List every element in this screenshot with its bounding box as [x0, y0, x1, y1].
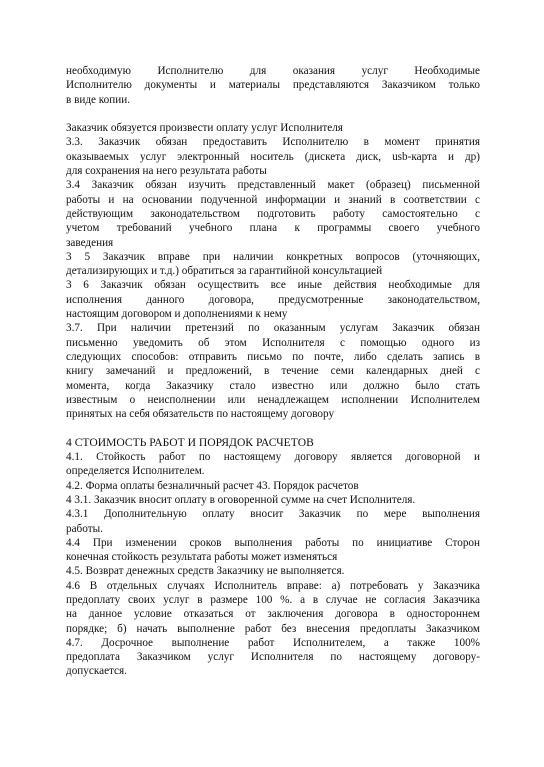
text-line: предоплату своих услуг в размере 100 %. а в случае не согласия Заказчика: [66, 593, 480, 606]
text-line: следующих способов: отправить письмо по почте, либо сделать запись в: [66, 350, 480, 363]
text-line: допускается.: [66, 665, 127, 678]
text-line: учетом требований учебного плана к программы своего учебного: [66, 222, 480, 235]
text-line: 4 3.1. Заказчик вносит оплату в оговоренной сумме на счет Исполнителя.: [66, 493, 416, 506]
text-line: 4.1. Стойкость работ по настоящему договору является договорной и: [66, 451, 480, 464]
text-line: настоящим договором и дополнениями к нему: [66, 308, 288, 321]
text-line: 4.2. Форма оплаты безналичный расчет 43. Порядок расчетов: [66, 479, 359, 492]
text-line: предоплата Заказчиком услуг Исполнителя по настоящему договору-: [66, 651, 480, 664]
text-line: 3.4 Заказчик обязан изучить представленный макет (образец) письменной: [66, 179, 480, 192]
text-line: работы и на основании подученной информации и знаний в соответствии с: [66, 193, 480, 206]
text-line: Заказчик обязуется произвести оплату услуг Исполнителя: [66, 122, 343, 135]
text-line: заведения: [66, 236, 114, 249]
text-line: исполнения данного договора, предусмотренные законодательством,: [66, 293, 480, 306]
text-line: конечная стойкость результата работы может изменяться: [66, 551, 338, 564]
text-line: Исполнителю документы и материалы представляются Заказчиком только: [66, 79, 480, 92]
text-line: книгу замечаний и предложений, в течение семи календарных дней с: [66, 365, 480, 378]
text-line: принятых на себя обязательств по настоящему договору: [66, 408, 335, 421]
text-line: детализирующих и т.д.) обратиться за гарантийной консультацией: [66, 265, 383, 278]
text-line: определяется Исполнителем.: [66, 465, 205, 478]
text-line: на данное условие отказаться от заключения договора в одностороннем: [66, 608, 480, 621]
text-line: необходимую Исполнителю для оказания услуг Необходимые: [66, 65, 480, 77]
paragraph-gap: [66, 421, 480, 435]
text-line: письменно уведомить об этом Исполнителя с помощью одного из: [66, 336, 480, 349]
text-line: 3 5 Заказчик вправе при наличии конкретных вопросов (уточняющих,: [66, 250, 480, 263]
text-line: в виде копии.: [66, 93, 131, 106]
text-line: 4.6 В отдельных случаях Исполнитель вправе: а) потребовать у Заказчика: [66, 579, 480, 592]
section-heading: 4 СТОИМОСТЬ РАБОТ И ПОРЯДОК РАСЧЕТОВ: [66, 435, 314, 449]
text-line: 4.5. Возврат денежных средств Заказчику не выполняется.: [66, 565, 345, 578]
text-line: 4.4 При изменении сроков выполнения работы по инициативе Сторон: [66, 536, 480, 549]
text-line: момента, когда Заказчику стало известно или должно было стать: [66, 379, 480, 392]
paragraph-gap: [66, 107, 480, 121]
text-line: действующим законодательством подготовить работу самостоятельно с: [66, 207, 480, 220]
text-line: 3.7. При наличии претензий по оказанным услугам Заказчик обязан: [66, 322, 480, 335]
text-line: 3 6 Заказчик обязан осуществить все иные действия необходимые для: [66, 279, 480, 292]
text-line: работы.: [66, 522, 103, 535]
text-line: 3.3. Заказчик обязан предоставить Исполнителю в момент принятия: [66, 136, 480, 149]
text-line: оказываемых услуг электронный носитель (дискета диск, usb-карта и др): [66, 150, 480, 163]
text-line: известным о неисполнении или ненадлежащем исполнении Исполнителем: [66, 393, 480, 406]
text-line: порядке; б) начать выполнение работ без внесения предоплаты Заказчиком: [66, 622, 480, 635]
text-line: 4.7. Досрочное выполнение работ Исполнителем, а также 100%: [66, 636, 480, 649]
text-line: для сохранения на него результата работы: [66, 165, 267, 178]
text-line: 4.3.1 Дополнительную оплату вносит Заказчик по мере выполнения: [66, 508, 480, 521]
